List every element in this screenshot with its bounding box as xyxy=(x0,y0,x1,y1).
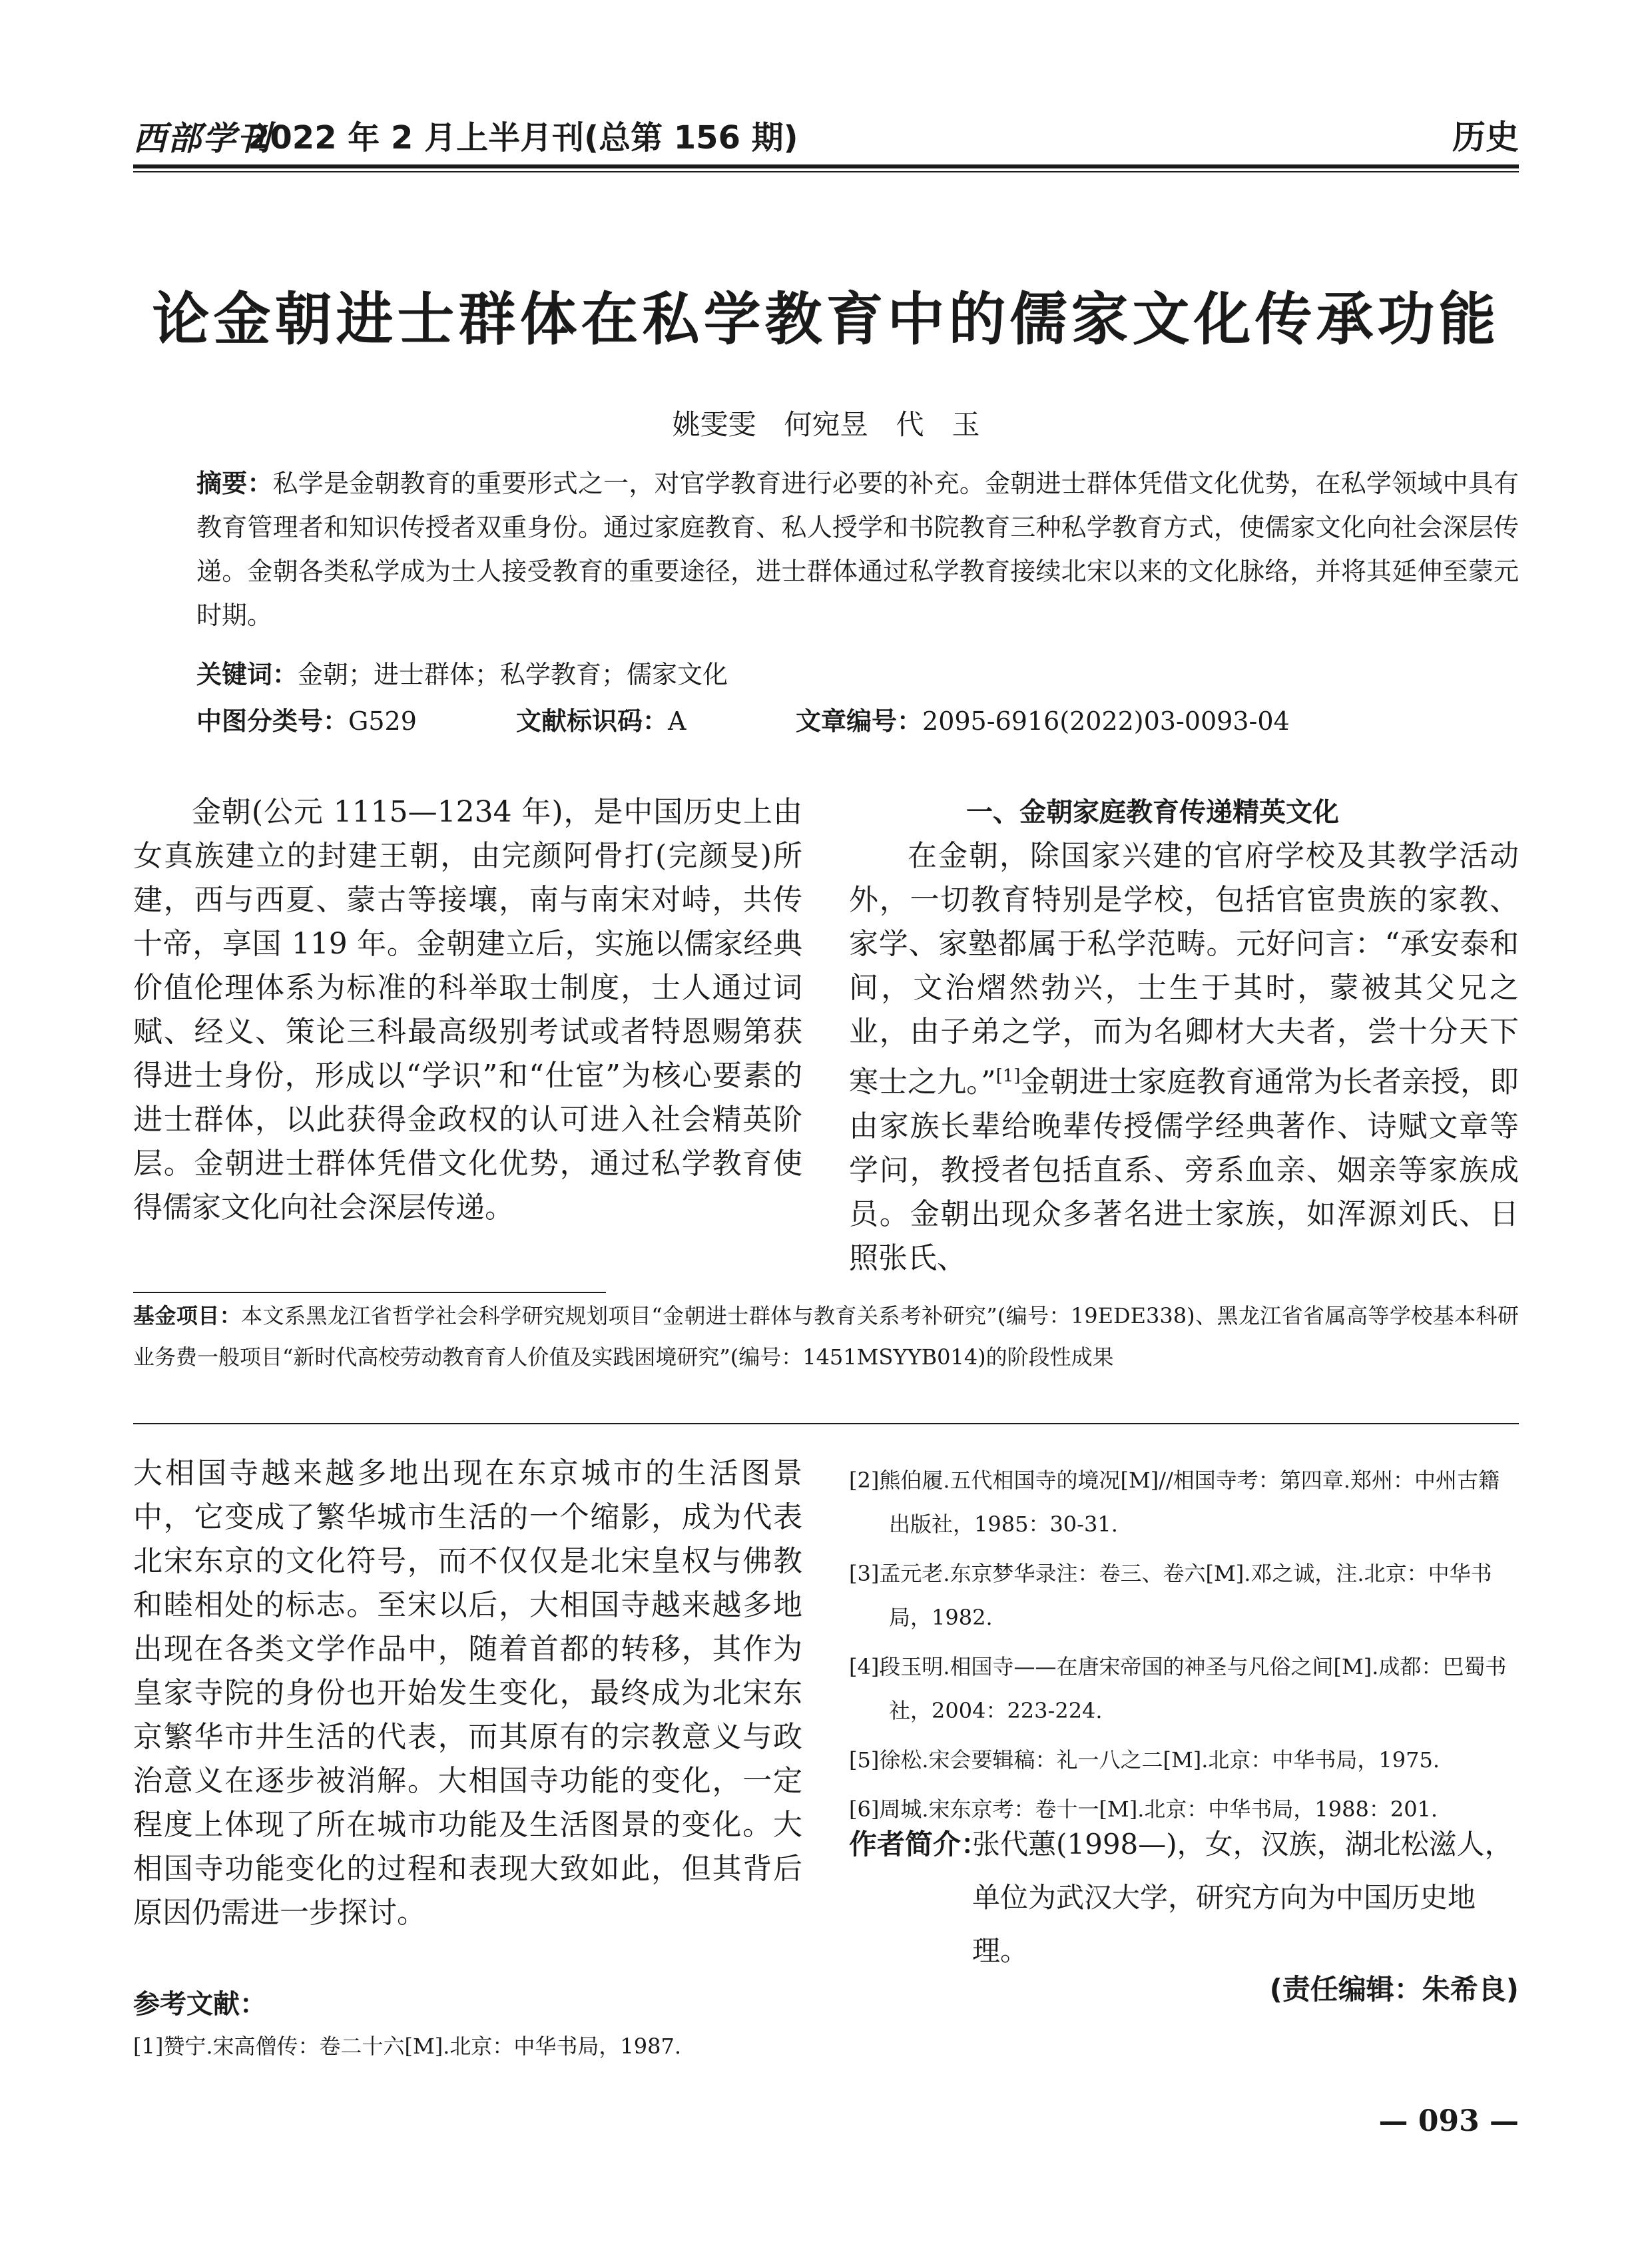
section1-text-b: 金朝进士家庭教育通常为长者亲授，即由家族长辈给晚辈传授儒学经典著作、诗赋文章等学问，教授者包括直系、旁系血亲、姻亲等家族成员。金朝出现众多著名进士家族，如浑源刘氏、日照张氏、 xyxy=(849,1065,1519,1275)
abstract xyxy=(196,461,1519,637)
classification-row xyxy=(196,699,1519,743)
responsible-editor: (责任编辑：朱希良) xyxy=(1269,1973,1519,2006)
reference-item: [4]段玉明.相国寺——在唐宋帝国的神圣与凡俗之间[M].成都：巴蜀书社，2004：223-224. xyxy=(849,1654,1507,1723)
references-right xyxy=(849,1458,1519,1836)
intro-paragraph: 金朝(公元 1115—1234 年)，是中国历史上由女真族建立的封建王朝，由完颜阿骨打(完颜旻)所建，西与西夏、蒙古等接壤，南与南宋对峙，共传十帝，享国 119 年。金朝建立后，实施以儒家经典价值伦理体系为标准的科举取士制度，士人通过词赋、经义、策论三科最高级别考试或者特恩赐第获得进士身份，形成以“学识”和“仕宦”为核心要素的进士群体，以此获得金政权的认可进入社会精英阶层。金朝进士群体凭借文化优势，通过私学教育使得儒家文化向社会深层传递。 xyxy=(133,795,802,1225)
abstract-text: 私学是金朝教育的重要形式之一，对官学教育进行必要的补充。金朝进士群体凭借文化优势，在私学领域中具有教育管理者和知识传授者双重身份。通过家庭教育、私人授学和书院教育三种私学教育方式，使儒家文化向社会深层传递。金朝各类私学成为士人接受教育的重要途径，进士群体通过私学教育接续北宋以来的文化脉络，并将其延伸至蒙元时期。 xyxy=(196,469,1519,630)
section1-column xyxy=(849,790,1519,1280)
author-bio-text: 张代蕙(1998—)，女，汉族，湖北松滋人，单位为武汉大学，研究方向为中国历史地理。 xyxy=(972,1828,1513,1967)
author-bio-label: 作者简介： xyxy=(849,1828,989,1860)
article-title: 论金朝进士群体在私学教育中的儒家文化传承功能 xyxy=(152,286,1500,353)
reference-item: [2]熊伯履.五代相国寺的境况[M]//相国寺考：第四章.郑州：中州古籍出版社，1985：30-31. xyxy=(849,1468,1500,1537)
article-no-label: 文章编号： xyxy=(796,706,923,736)
fund-note xyxy=(133,1295,1519,1378)
reference-item: [1]赞宁.宋高僧传：卷二十六[M].北京：中华书局，1987. xyxy=(133,2034,682,2059)
references-left xyxy=(133,2028,802,2070)
section1-heading: 一、金朝家庭教育传递精英文化 xyxy=(966,797,1339,828)
keywords-label: 关键词： xyxy=(196,660,298,689)
authors: 姚雯雯 何宛昱 代 玉 xyxy=(672,408,980,441)
keywords xyxy=(196,653,1519,697)
article-no-value: 2095-6916(2022)03-0093-04 xyxy=(922,706,1290,736)
reference-item: [3]孟元老.东京梦华录注：卷三、卷六[M].邓之诚，注.北京：中华书局，1982. xyxy=(849,1561,1492,1630)
article-divider xyxy=(133,1423,1519,1424)
doc-code-label: 文献标识码： xyxy=(516,706,669,736)
section-tag: 历史 xyxy=(1452,118,1519,156)
citation-1: [1] xyxy=(995,1066,1021,1086)
prev-article-column xyxy=(133,1452,802,1935)
header-rule xyxy=(133,164,1519,168)
clc-value: G529 xyxy=(348,706,417,736)
intro-column xyxy=(133,790,802,1230)
fund-label: 基金项目： xyxy=(133,1303,242,1328)
references-title: 参考文献： xyxy=(133,1989,266,2020)
reference-item: [5]徐松.宋会要辑稿：礼一八之二[M].北京：中华书局，1975. xyxy=(849,1747,1440,1773)
keywords-text: 金朝；进士群体；私学教育；儒家文化 xyxy=(298,660,728,689)
fund-text: 本文系黑龙江省哲学社会科学研究规划项目“金朝进士群体与教育关系考补研究”(编号：19EDE338)、黑龙江省省属高等学校基本科研业务费一般项目“新时代高校劳动教育育人价值及实践困境研究”(编号：1451MSYYB014)的阶段性成果 xyxy=(133,1303,1519,1370)
clc-label: 中图分类号： xyxy=(196,706,349,736)
author-bio xyxy=(849,1818,1519,1978)
reference-item: [6]周城.宋东京考：卷十一[M].北京：中华书局，1988：201. xyxy=(849,1797,1438,1822)
abstract-label: 摘要： xyxy=(196,469,273,498)
section1-paragraph xyxy=(849,834,1519,1280)
doc-code-value: A xyxy=(668,706,687,736)
section1-text-a: 在金朝，除国家兴建的官府学校及其教学活动外，一切教育特别是学校，包括官宦贵族的家教、家学、家塾都属于私学范畴。元好问言：“承安泰和间，文治熠然勃兴，士生于其时，蒙被其父兄之业，由子弟之学，而为名卿材大夫者，尝十分天下寒士之九。” xyxy=(849,839,1519,1099)
footnote-rule xyxy=(133,1292,606,1293)
prev-article-paragraph: 大相国寺越来越多地出现在东京城市的生活图景中，它变成了繁华城市生活的一个缩影，成为代表北宋东京的文化符号，而不仅仅是北宋皇权与佛教和睦相处的标志。至宋以后，大相国寺越来越多地出现在各类文学作品中，随着首都的转移，其作为皇家寺院的身份也开始发生变化，最终成为北宋东京繁华市井生活的代表，而其原有的宗教意义与政治意义在逐步被消解。大相国寺功能的变化，一定程度上体现了所在城市功能及生活图景的变化。大相国寺功能变化的过程和表现大致如此，但其背后原因仍需进一步探讨。 xyxy=(133,1456,802,1930)
header-rule-thin xyxy=(133,171,1519,172)
issue-info: 2022 年 2 月上半月刊(总第 156 期) xyxy=(248,119,798,156)
journal-name: 西部学刊 xyxy=(133,119,272,158)
page-number: — 093 — xyxy=(1378,2104,1519,2138)
